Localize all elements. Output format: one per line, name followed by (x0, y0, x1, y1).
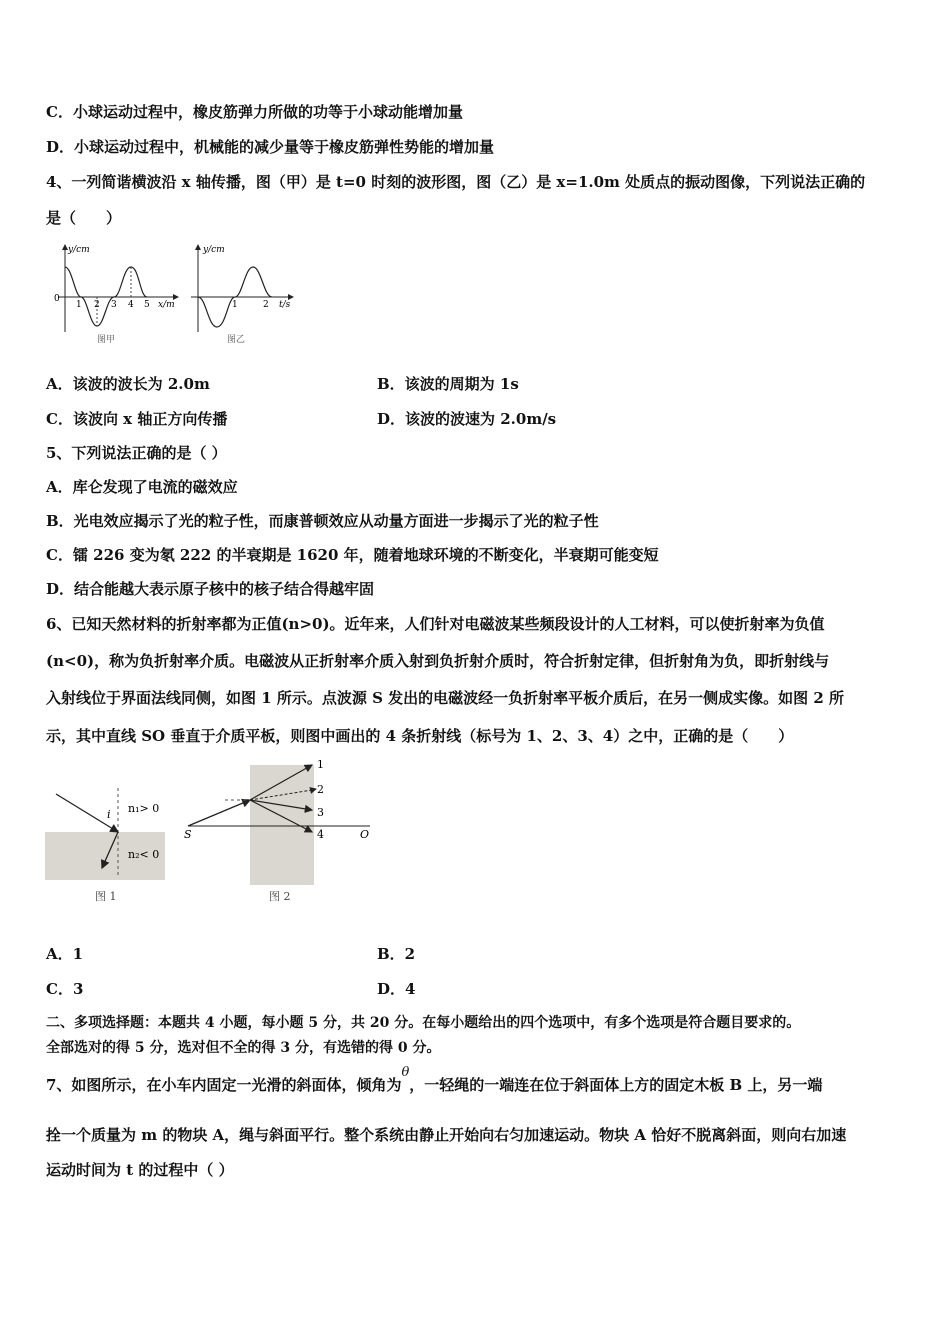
jia-tick-3: 3 (111, 300, 117, 310)
q6-stem-line3: 入射线位于界面法线同侧，如图 1 所示。点波源 S 发出的电磁波经一负折射率平板介质后，在另一侧成实像。如图 2 所 (46, 689, 845, 707)
q6-option-d: D．4 (377, 980, 416, 998)
jia-ylabel: y/cm (68, 245, 90, 255)
fig1-angle-label: i (107, 808, 111, 821)
q7-stem-part-b: ，一轻绳的一端连在位于斜面体上方的固定木板 B 上，另一端 (409, 1076, 823, 1094)
jia-tick-4: 4 (128, 300, 134, 310)
q5-option-d: D．结合能越大表示原子核中的核子结合得越牢固 (46, 580, 375, 598)
q4-option-a: A．该波的波长为 2.0m (46, 375, 210, 393)
wave-figure-jia (54, 245, 178, 345)
refraction-figure-1 (45, 788, 165, 903)
q5-option-b: B．光电效应揭示了光的粒子性，而康普顿效应从动量方面进一步揭示了光的粒子性 (46, 512, 599, 530)
fig1-n2-label: n₂< 0 (128, 848, 160, 861)
fig2-ray-3: 3 (317, 806, 324, 819)
q6-option-b: B．2 (377, 945, 416, 963)
jia-xlabel: x/m (158, 300, 175, 310)
q6-stem-line4: 示，其中直线 SO 垂直于介质平板，则图中画出的 4 条折射线（标号为 1、2、3、4）之中，正确的是（ ） (46, 727, 794, 745)
q6-option-a: A．1 (46, 945, 84, 963)
fig2-ray-4: 4 (317, 828, 324, 841)
q6-option-c: C．3 (46, 980, 84, 998)
q4-option-b: B．该波的周期为 1s (377, 375, 519, 393)
fig1-n1-label: n₁> 0 (128, 802, 160, 815)
yi-tick-1: 1 (232, 300, 238, 310)
refraction-figure-2 (184, 760, 370, 903)
jia-tick-1: 1 (76, 300, 82, 310)
jia-origin: 0 (54, 294, 60, 304)
q7-theta-symbol: θ (401, 1065, 410, 1080)
q6-stem-line1: 6、已知天然材料的折射率都为正值(n>0)。近年来，人们针对电磁波某些频段设计的人工材料，可以使折射率为负值 (46, 615, 825, 633)
section2-heading-line1: 二、多项选择题：本题共 4 小题，每小题 5 分，共 20 分。在每小题给出的四个选项中，有多个选项是符合题目要求的。 (46, 1015, 801, 1031)
q5-option-c: C．镭 226 变为氡 222 的半衰期是 1620 年，随着地球环境的不断变化，半衰期可能变短 (46, 546, 659, 564)
wave-figure-yi (191, 245, 293, 345)
q7-stem-line2: 拴一个质量为 m 的物块 A，绳与斜面平行。整个系统由静止开始向右匀加速运动。物块 A 恰好不脱离斜面，则向右加速 (46, 1126, 847, 1144)
q5-stem: 5、下列说法正确的是（ ） (46, 444, 227, 462)
jia-tick-2: 2 (94, 300, 100, 310)
jia-caption: 图甲 (97, 335, 116, 345)
yi-xlabel: t/s (279, 300, 291, 310)
q4-stem-line2: 是（ ） (46, 209, 122, 227)
section2-heading-line2: 全部选对的得 5 分，选对但不全的得 3 分，有选错的得 0 分。 (46, 1040, 441, 1056)
q4-option-d: D．该波的波速为 2.0m/s (377, 410, 557, 428)
yi-ylabel: y/cm (203, 245, 225, 255)
jia-tick-5: 5 (144, 300, 150, 310)
fig2-ray-1: 1 (317, 760, 324, 771)
q4-stem-line1: 4、一列简谐横波沿 x 轴传播，图（甲）是 t=0 时刻的波形图，图（乙）是 x=1.0m 处质点的振动图像，下列说法正确的 (46, 173, 866, 191)
fig2-point-label: O (360, 828, 370, 841)
q5-option-a: A．库仑发现了电流的磁效应 (46, 478, 238, 496)
yi-caption: 图乙 (227, 335, 246, 345)
fig1-caption: 图 1 (95, 890, 117, 903)
wave-figures (50, 240, 300, 350)
yi-tick-2: 2 (263, 300, 269, 310)
fig2-caption: 图 2 (269, 890, 291, 903)
fig2-source-label: S (184, 828, 192, 841)
q7-stem-line1 (46, 1065, 823, 1097)
q3-option-d: D．小球运动过程中，机械能的减少量等于橡皮筋弹性势能的增加量 (46, 138, 495, 156)
q3-option-c: C．小球运动过程中，橡皮筋弹力所做的功等于小球动能增加量 (46, 103, 463, 121)
q6-stem-line2: (n<0)，称为负折射率介质。电磁波从正折射率介质入射到负折射介质时，符合折射定律，但折射角为负，即折射线与 (46, 652, 830, 670)
q4-option-c: C．该波向 x 轴正方向传播 (46, 410, 228, 428)
refraction-figures (40, 760, 380, 910)
q7-stem-line3: 运动时间为 t 的过程中（ ） (46, 1161, 234, 1179)
fig2-ray-2: 2 (317, 783, 324, 796)
q7-stem-part-a: 7、如图所示，在小车内固定一光滑的斜面体，倾角为 (46, 1076, 402, 1094)
